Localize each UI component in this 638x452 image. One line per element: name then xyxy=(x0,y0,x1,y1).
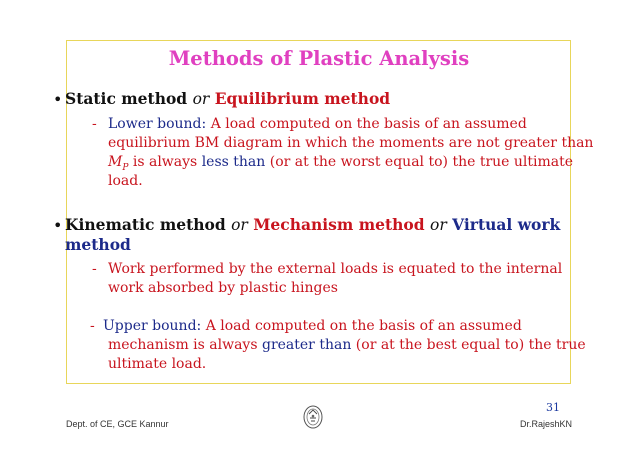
upper-bound-prefix: Upper bound: xyxy=(103,318,202,334)
upper-bound-text-a: mechanism is always xyxy=(108,337,258,353)
lower-bound-line-4: load. xyxy=(108,173,143,189)
lower-bound-text-b: (or at the worst equal to) the true ultimate xyxy=(269,154,574,170)
upper-bound-text-b: (or at the best equal to) the true xyxy=(355,337,586,353)
or-text: or xyxy=(192,90,210,108)
lower-bound-text: A load computed on the basis of an assumed xyxy=(210,116,527,132)
equilibrium-method-label: Equilibrium method xyxy=(214,89,391,108)
lower-bound-line-1 xyxy=(108,115,527,134)
bullet-dot: • xyxy=(53,216,63,235)
bullet-static-method xyxy=(65,89,390,108)
bullet-kinematic-method-cont xyxy=(65,235,131,254)
or-text: or xyxy=(429,216,447,234)
lower-bound-text-a: is always xyxy=(132,154,198,170)
less-than-text: less than xyxy=(201,154,266,170)
slide-title: Methods of Plastic Analysis xyxy=(168,47,470,70)
mechanism-method-label: Mechanism method xyxy=(253,215,425,234)
work-line-2: work absorbed by plastic hinges xyxy=(108,280,338,296)
upper-bound-text: A load computed on the basis of an assumed xyxy=(205,318,522,334)
kinematic-method-label: Kinematic method xyxy=(65,215,226,234)
dash: - xyxy=(90,318,95,334)
work-line-1: Work performed by the external loads is equated to the internal xyxy=(108,261,563,277)
lower-bound-line-2: equilibrium BM diagram in which the moments are not greater than xyxy=(108,135,594,151)
dash: - xyxy=(92,116,97,132)
upper-bound-line-2 xyxy=(108,336,586,355)
virtual-work-label-cont: method xyxy=(65,235,131,254)
bullet-dot: • xyxy=(53,90,63,109)
dash: - xyxy=(92,261,97,277)
lower-bound-line-3 xyxy=(108,153,573,178)
mp-symbol: $M_P$ xyxy=(108,154,129,173)
footer-author: Dr.RajeshKN xyxy=(519,419,572,429)
upper-bound-line-3: ultimate load. xyxy=(108,356,207,372)
college-emblem-icon xyxy=(302,404,324,430)
upper-bound-line-1 xyxy=(103,317,522,336)
page-number: 31 xyxy=(546,401,560,414)
virtual-work-label: Virtual work xyxy=(452,215,561,234)
or-text: or xyxy=(231,216,248,234)
footer-dept: Dept. of CE, GCE Kannur xyxy=(66,419,169,429)
greater-than-text: greater than xyxy=(261,337,352,353)
bullet-kinematic-method xyxy=(65,215,560,234)
static-method-label: Static method xyxy=(65,89,188,108)
lower-bound-prefix: Lower bound: xyxy=(108,116,207,132)
